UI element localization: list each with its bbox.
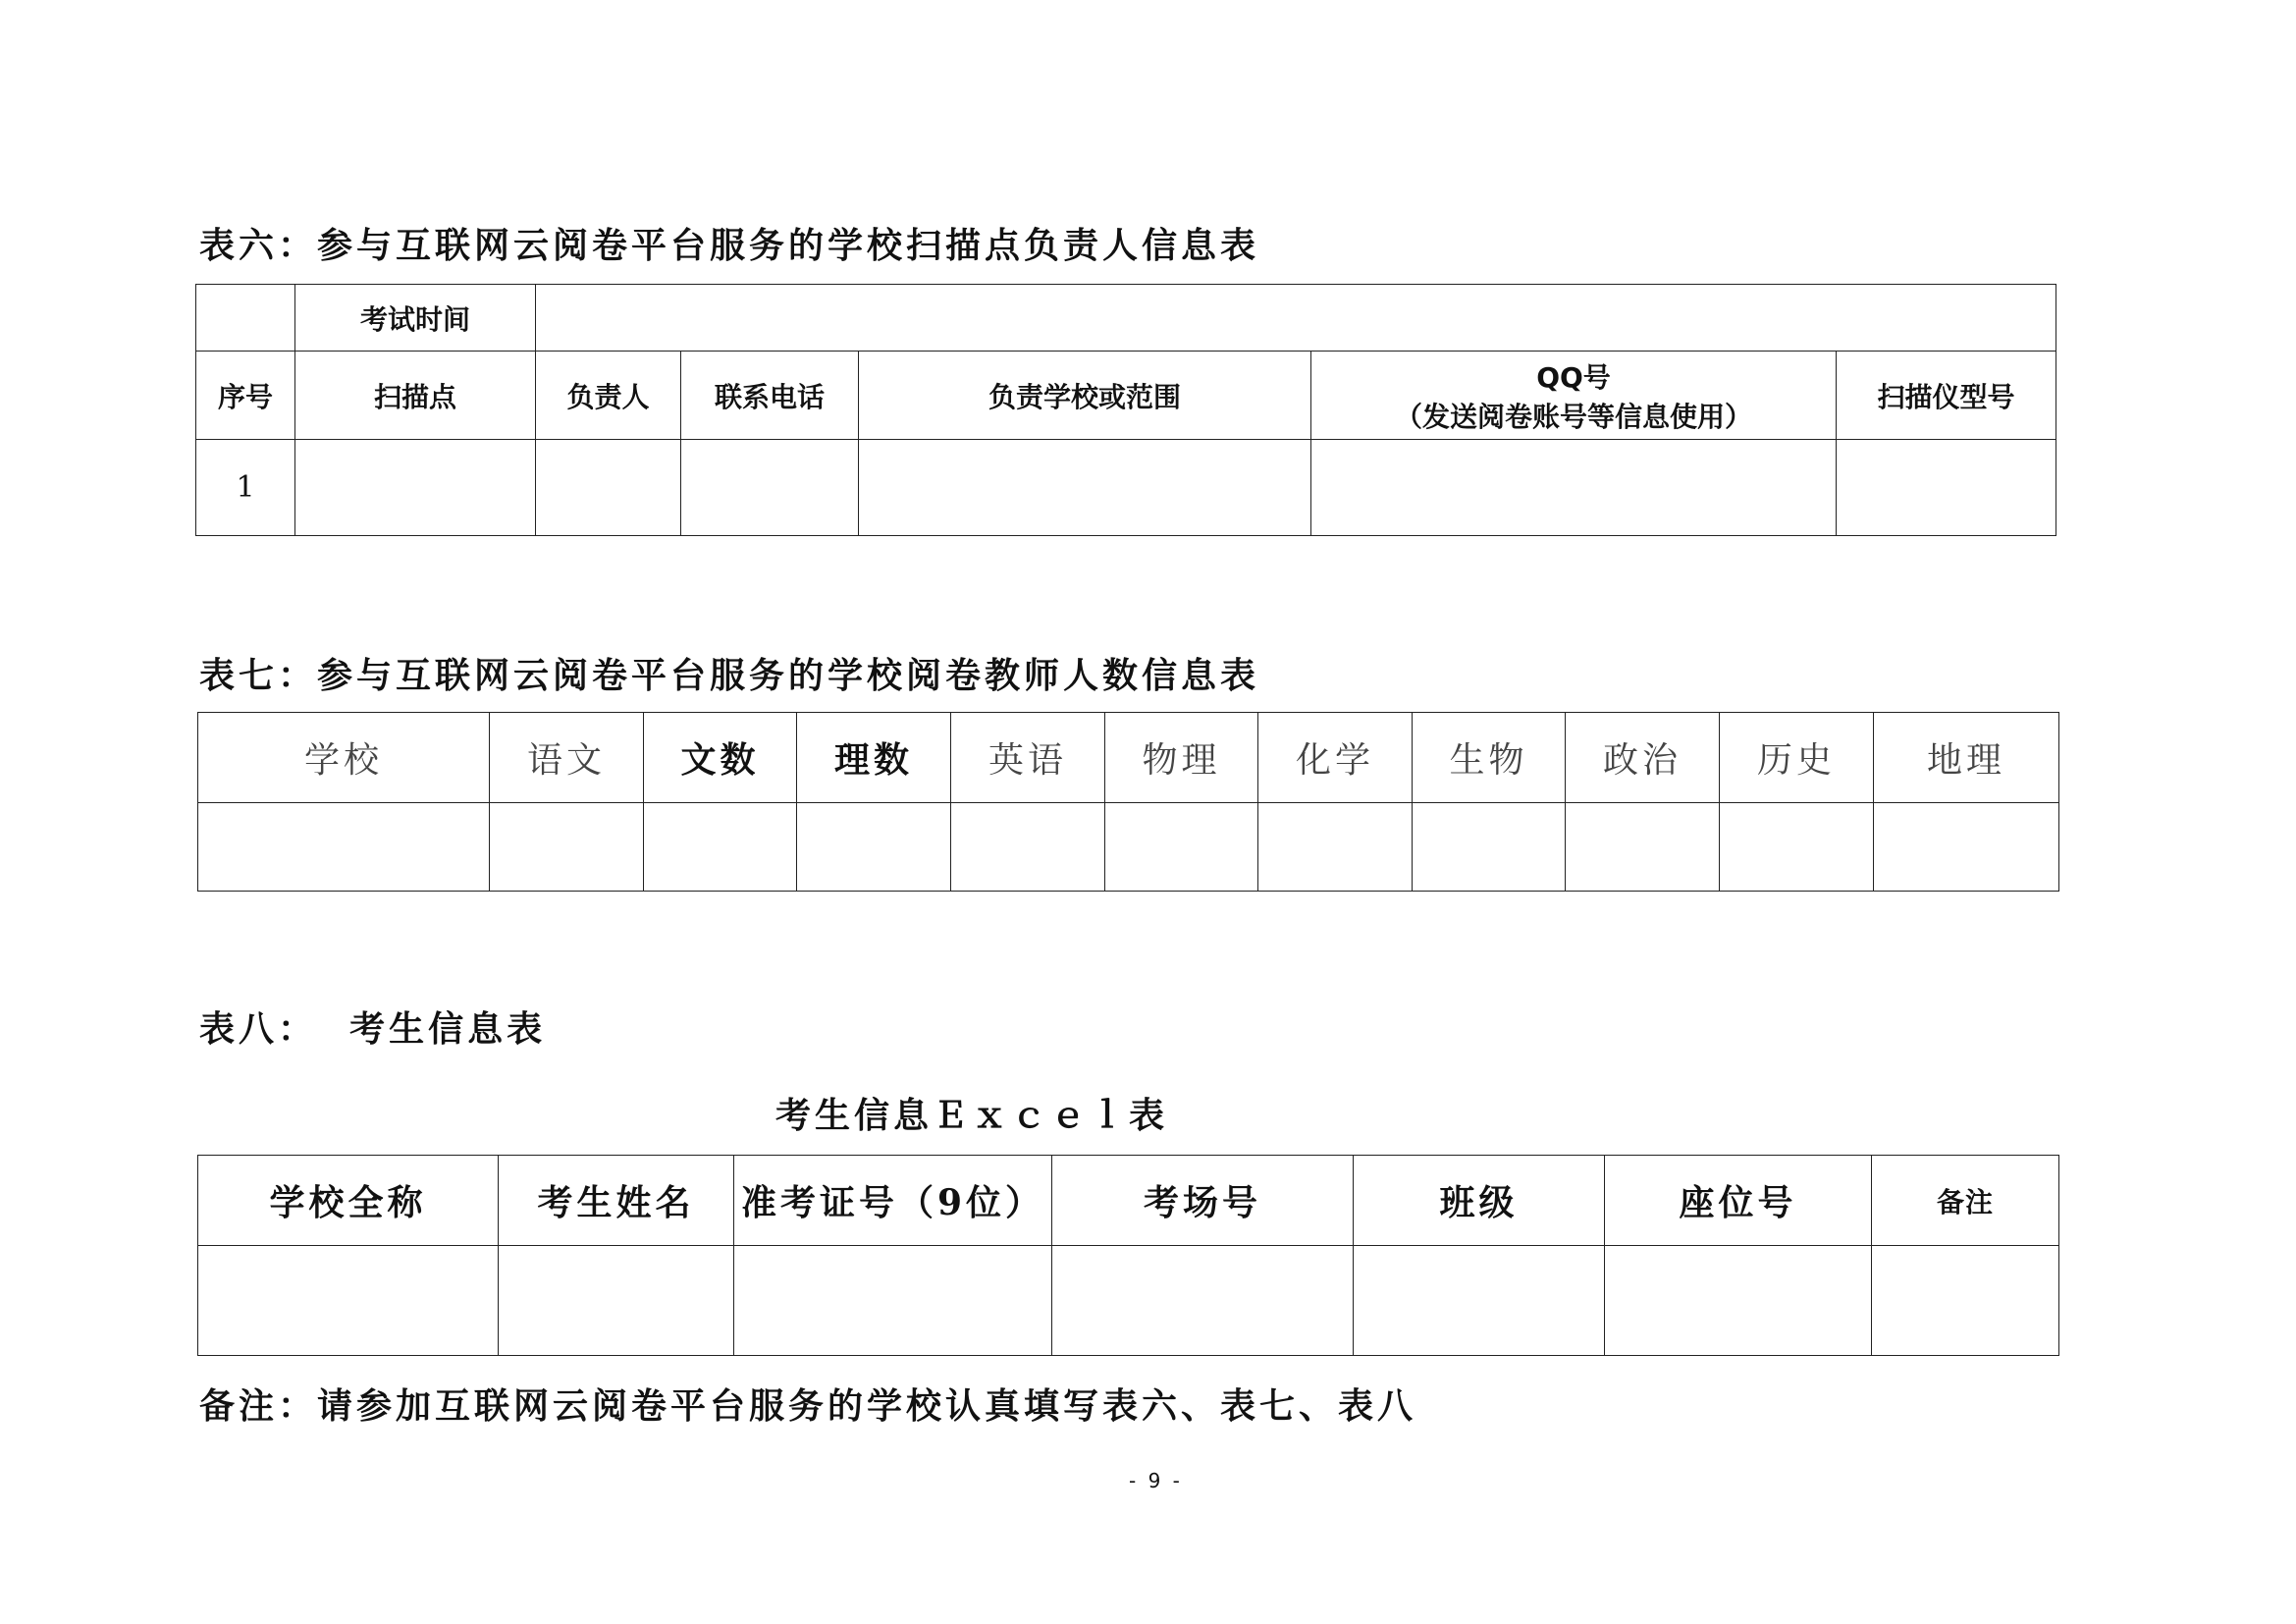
table6-header-qq [1311, 352, 1837, 440]
table6-cell[interactable] [859, 440, 1311, 536]
table6-header-index: 序号 [196, 352, 295, 440]
table6-exam-time-value[interactable] [536, 285, 2056, 352]
table6 [195, 284, 2056, 536]
table7-cell[interactable] [1720, 803, 1874, 892]
table7-cell[interactable] [490, 803, 644, 892]
table8-subtitle: 考生信息Ｅｘｃｅｌ表 [775, 1095, 1169, 1136]
table8-cell[interactable] [1872, 1246, 2059, 1356]
table8-header-student-name: 考生姓名 [499, 1156, 734, 1246]
table8-header-exam-room: 考场号 [1052, 1156, 1354, 1246]
table6-header-scan-point: 扫描点 [295, 352, 536, 440]
table7-header-geography: 地理 [1874, 713, 2059, 803]
table7-header-english: 英语 [951, 713, 1105, 803]
table8-cell[interactable] [734, 1246, 1052, 1356]
table7-cell[interactable] [1566, 803, 1720, 892]
footnote: 备注：请参加互联网云阅卷平台服务的学校认真填写表六、表七、表八 [199, 1385, 1417, 1427]
table8-cell[interactable] [198, 1246, 499, 1356]
table6-header-scanner-model: 扫描仪型号 [1837, 352, 2056, 440]
table7-header-politics: 政治 [1566, 713, 1720, 803]
table6-row1-index: 1 [196, 440, 295, 536]
table7 [197, 712, 2059, 892]
table7-cell[interactable] [797, 803, 951, 892]
table8-header-class: 班级 [1354, 1156, 1605, 1246]
page-number: - 9 - [1129, 1469, 1183, 1492]
table7-header-chemistry: 化学 [1258, 713, 1413, 803]
table6-cell[interactable] [536, 440, 681, 536]
table7-header-school: 学校 [198, 713, 490, 803]
table7-cell[interactable] [1105, 803, 1258, 892]
table6-cell[interactable] [1837, 440, 2056, 536]
table6-exam-time-label: 考试时间 [295, 285, 536, 352]
table7-cell[interactable] [198, 803, 490, 892]
table8-cell[interactable] [1605, 1246, 1872, 1356]
table6-cell-blank [196, 285, 295, 352]
table8-header-ticket-number: 准考证号（9位） [734, 1156, 1052, 1246]
table7-header-liberal-math: 文数 [644, 713, 797, 803]
table6-exam-time-row [196, 285, 2056, 352]
table8-header-remarks: 备注 [1872, 1156, 2059, 1246]
table7-header-physics: 物理 [1105, 713, 1258, 803]
table6-caption: 表六：参与互联网云阅卷平台服务的学校扫描点负责人信息表 [199, 225, 1260, 266]
table7-header-history: 历史 [1720, 713, 1874, 803]
table6-header-qq-note: （发送阅卷账号等信息使用） [1394, 400, 1752, 433]
table7-cell[interactable] [951, 803, 1105, 892]
table-row [196, 440, 2056, 536]
table8 [197, 1155, 2059, 1356]
table7-cell[interactable] [1874, 803, 2059, 892]
table6-header-phone: 联系电话 [681, 352, 859, 440]
table7-cell[interactable] [1413, 803, 1566, 892]
table8-header-school-name: 学校全称 [198, 1156, 499, 1246]
table8-cell[interactable] [1354, 1246, 1605, 1356]
table7-cell[interactable] [1258, 803, 1413, 892]
table6-cell[interactable] [1311, 440, 1837, 536]
table7-header-row [198, 713, 2059, 803]
table-row [198, 803, 2059, 892]
table8-cell[interactable] [1052, 1246, 1354, 1356]
table8-cell[interactable] [499, 1246, 734, 1356]
table6-cell[interactable] [681, 440, 859, 536]
table8-caption: 表八： 考生信息表 [199, 1008, 547, 1050]
table-row [198, 1246, 2059, 1356]
table7-header-biology: 生物 [1413, 713, 1566, 803]
table7-caption: 表七：参与互联网云阅卷平台服务的学校阅卷教师人数信息表 [199, 655, 1260, 696]
table7-header-science-math: 理数 [797, 713, 951, 803]
table6-header-row [196, 352, 2056, 440]
table6-header-person: 负责人 [536, 352, 681, 440]
table8-header-row [198, 1156, 2059, 1246]
table7-cell[interactable] [644, 803, 797, 892]
table6-header-qq-label: QQ号 [1536, 360, 1611, 394]
table6-header-school-scope: 负责学校或范围 [859, 352, 1311, 440]
table6-cell[interactable] [295, 440, 536, 536]
table7-header-chinese: 语文 [490, 713, 644, 803]
table8-header-seat-number: 座位号 [1605, 1156, 1872, 1246]
